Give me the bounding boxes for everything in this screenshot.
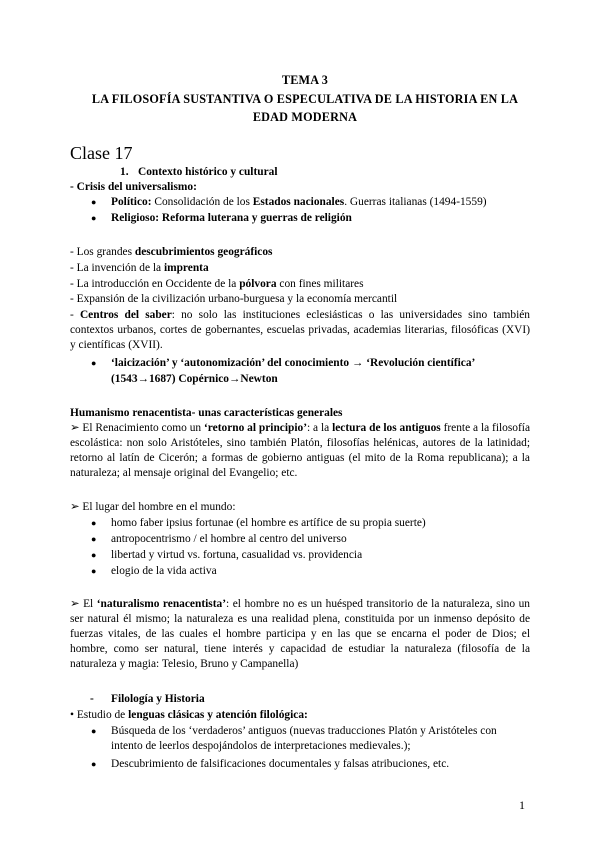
bullet-politico: ● Político: Consolidación de los Estados nacionales. Guerras italianas (1494-1559) <box>111 195 487 210</box>
list-item: ● libertad y virtud vs. fortuna, casualidad vs. providencia <box>111 548 362 563</box>
line-polvora: - La introducción en Occidente de la pólvora con fines militares <box>70 278 364 290</box>
list-item: ● antropocentrismo / el hombre al centro del universo <box>111 532 347 547</box>
line-imprenta: - La invención de la imprenta <box>70 262 209 274</box>
tema-title: TEMA 3 <box>281 73 329 87</box>
list-item: ● Búsqueda de los ‘verdaderos’ antiguos (nuevas traducciones Platón y Aristóteles con intento de leerlos despojándolos de interpretaciones medievales.); <box>111 724 531 754</box>
filologia-title: Filología y Historia <box>111 693 205 705</box>
crisis-heading: - Crisis del universalismo: <box>70 181 197 193</box>
bullet-laicizacion: ● ‘laicización’ y ‘autonomización’ del conocimiento → ‘Revolución científica’ <box>111 356 475 371</box>
line-expansion: - Expansión de la civilización urbano-burguesa y la economía mercantil <box>70 293 398 305</box>
list-item: ● homo faber ipsius fortunae (el hombre es artífice de su propia suerte) <box>111 516 426 531</box>
line-centros: - Centros del saber: no solo las instituciones eclesiásticas o las universidades sino también contextos urbanos, cortes de gobernantes, escuelas privadas, academias literarias, filosóficas (XVI) y científicas (XVII). <box>70 309 530 351</box>
main-title-line2: EDAD MODERNA <box>252 110 358 124</box>
bullet-religioso: ● Religioso: Reforma luterana y guerras de religión <box>111 211 352 226</box>
humanismo-p1: ➢ El Renacimiento como un ‘retorno al principio’: a la lectura de los antiguos frente a la filosofía escolástica: non solo Aristóteles, sino también Platón, filosofías helénicas, autores de la latinidad; retorno al latín de Cicerón; a formas de gobierno antiguas (el mito de la Roma republicana); a la naturaleza; al mensaje original del Evangelio; etc. <box>70 422 531 479</box>
page-number: 1 <box>519 798 525 812</box>
humanismo-p2: ➢ El lugar del hombre en el mundo: <box>70 501 236 513</box>
filologia-line1: • Estudio de lenguas clásicas y atención filológica: <box>70 709 308 721</box>
humanismo-heading: Humanismo renacentista- unas características generales <box>70 407 343 419</box>
section1-number: 1. <box>120 166 129 178</box>
humanismo-p3: ➢ El ‘naturalismo renacentista’: el hombre no es un huésped transitorio de la naturaleza, sino un ser natural él mismo; la naturaleza es una realidad plena, constituida por un inmenso depósito de fuerzas vitales, de las cuales el hombre participa y en las que se encarna el poder de Dios; el hombre, como ser natural, tiene interés y capacidad de estudiar la naturaleza (filosofía de la naturaleza y magia: Telesio, Bruno y Campanella) <box>70 598 530 670</box>
list-item: ● Descubrimiento de falsificaciones documentales y falsas atribuciones, etc. <box>111 757 449 772</box>
section1-title: Contexto histórico y cultural <box>138 166 278 178</box>
bullet-laicizacion-cont: (1543→1687) Copérnico→Newton <box>111 373 278 385</box>
class-heading: Clase 17 <box>70 143 133 163</box>
line-descubrimientos: - Los grandes descubrimientos geográficos <box>70 246 273 258</box>
filologia-dash: - <box>90 693 94 705</box>
main-title-line1: LA FILOSOFÍA SUSTANTIVA O ESPECULATIVA DE LA HISTORIA EN LA <box>91 92 519 106</box>
list-item: ● elogio de la vida activa <box>111 564 217 579</box>
